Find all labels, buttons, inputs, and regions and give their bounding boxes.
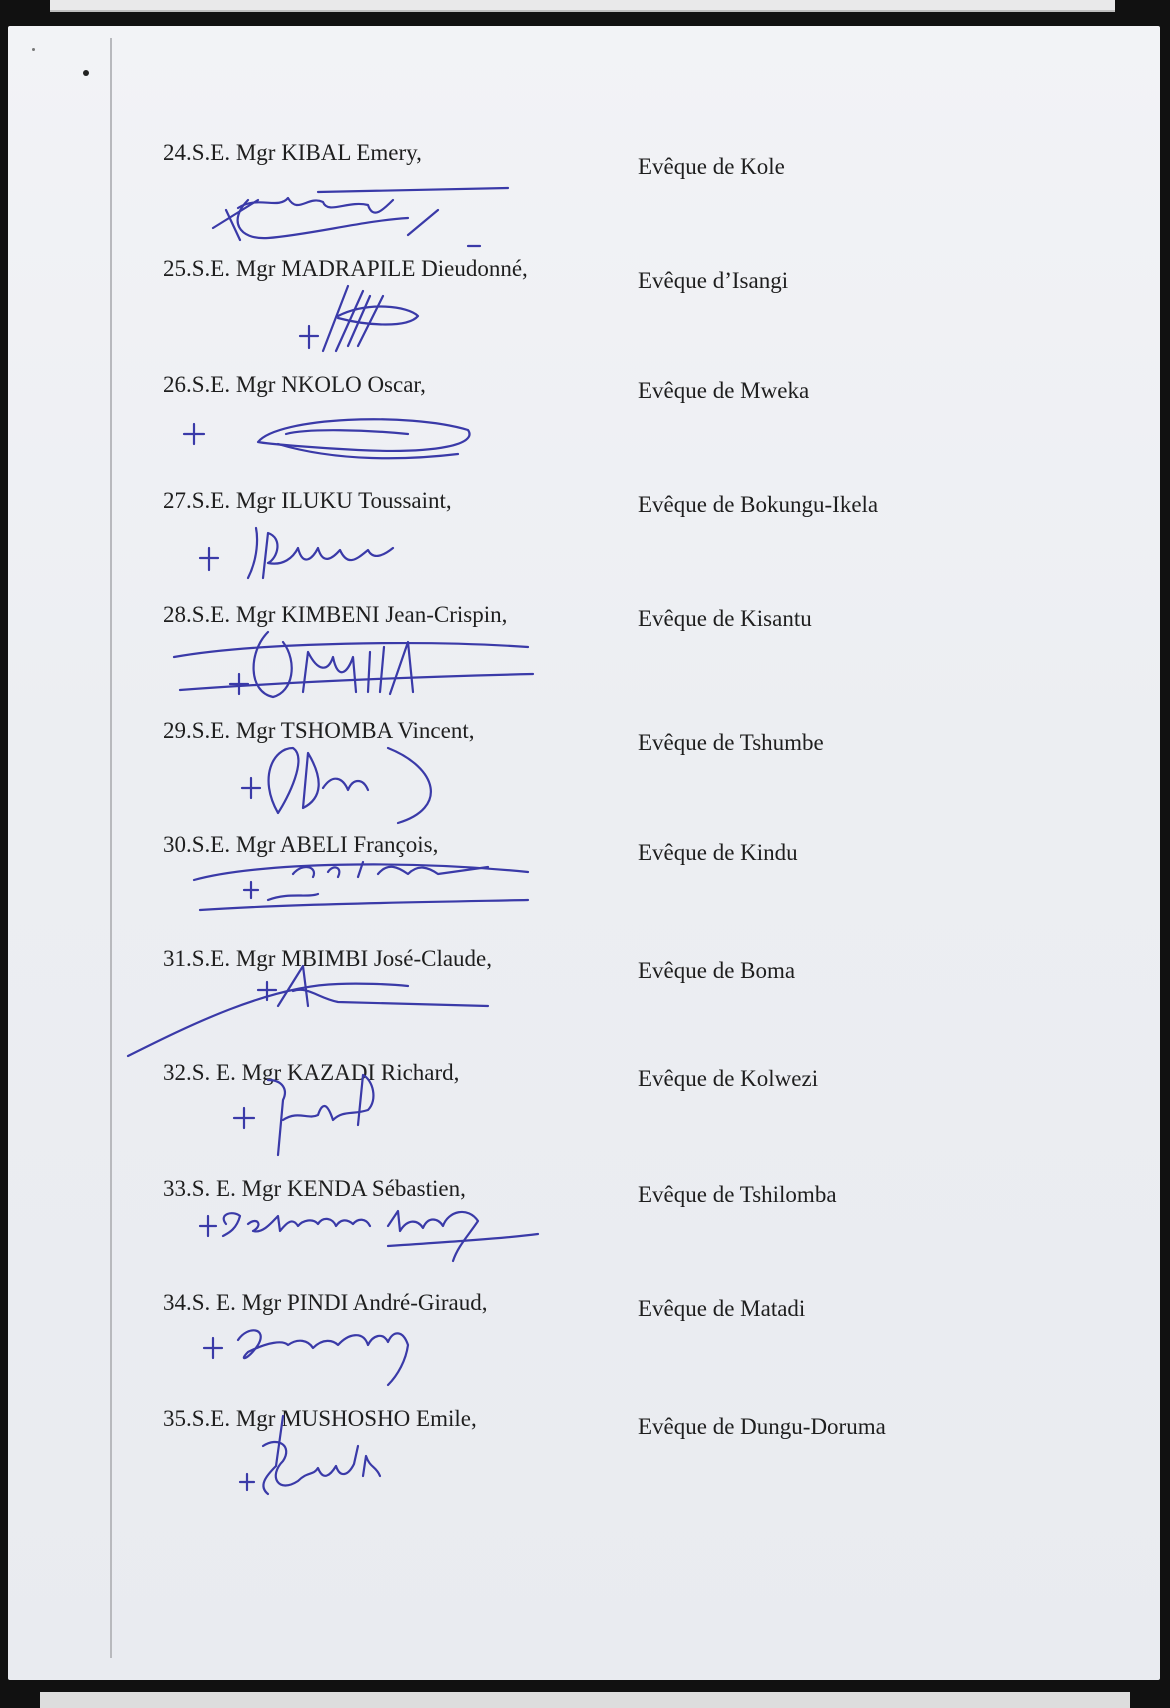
bishop-see: Evêque de Kisantu bbox=[638, 606, 812, 631]
signatory-name: 29.S.E. Mgr TSHOMBA Vincent, bbox=[163, 718, 475, 743]
bishop-see: Evêque de Bokungu-Ikela bbox=[638, 492, 879, 517]
paper-dot bbox=[83, 70, 89, 76]
signatory-entry bbox=[8, 1290, 1160, 1408]
signatory-entry bbox=[8, 718, 1160, 836]
signatory-name: 28.S.E. Mgr KIMBENI Jean-Crispin, bbox=[163, 602, 508, 627]
bishop-see: Evêque de Kindu bbox=[638, 840, 798, 865]
signatory-entry bbox=[8, 372, 1160, 490]
signatory-entry bbox=[8, 1176, 1160, 1294]
signatory-name: 25.S.E. Mgr MADRAPILE Dieudonné, bbox=[163, 256, 528, 281]
signatory-entry bbox=[8, 602, 1160, 720]
signatory-name: 27.S.E. Mgr ILUKU Toussaint, bbox=[163, 488, 452, 513]
signatory-name: 32.S. E. Mgr KAZADI Richard, bbox=[163, 1060, 460, 1085]
signatory-entry bbox=[8, 1060, 1160, 1178]
bishop-see: Evêque de Mweka bbox=[638, 378, 810, 403]
bishop-see: Evêque d’Isangi bbox=[638, 268, 789, 293]
signatory-entry bbox=[8, 140, 1160, 258]
signatory-name: 26.S.E. Mgr NKOLO Oscar, bbox=[163, 372, 426, 397]
bishop-see: Evêque de Boma bbox=[638, 958, 796, 983]
next-page-edge bbox=[40, 1692, 1130, 1708]
signatory-name: 31.S.E. Mgr MBIMBI José-Claude, bbox=[163, 946, 493, 971]
bishop-see: Evêque de Kolwezi bbox=[638, 1066, 819, 1091]
signatory-entry bbox=[8, 1406, 1160, 1524]
signatory-name: 35.S.E. Mgr MUSHOSHO Emile, bbox=[163, 1406, 477, 1431]
signatory-entry bbox=[8, 488, 1160, 606]
signatory-entry bbox=[8, 946, 1160, 1064]
signatory-name: 24.S.E. Mgr KIBAL Emery, bbox=[163, 140, 422, 165]
signatory-name: 33.S. E. Mgr KENDA Sébastien, bbox=[163, 1176, 466, 1201]
signatory-entry bbox=[8, 832, 1160, 950]
bishop-see: Evêque de Dungu-Doruma bbox=[638, 1414, 886, 1439]
bishop-see: Evêque de Matadi bbox=[638, 1296, 806, 1321]
paper-speck bbox=[32, 48, 35, 51]
bishop-see: Evêque de Kole bbox=[638, 154, 785, 179]
signatory-name: 34.S. E. Mgr PINDI André-Giraud, bbox=[163, 1290, 488, 1315]
bishop-see: Evêque de Tshumbe bbox=[638, 730, 824, 755]
document-page bbox=[8, 26, 1160, 1680]
signatory-name: 30.S.E. Mgr ABELI François, bbox=[163, 832, 439, 857]
bishop-see: Evêque de Tshilomba bbox=[638, 1182, 837, 1207]
signatory-entry bbox=[8, 256, 1160, 374]
previous-page-edge bbox=[50, 0, 1115, 12]
